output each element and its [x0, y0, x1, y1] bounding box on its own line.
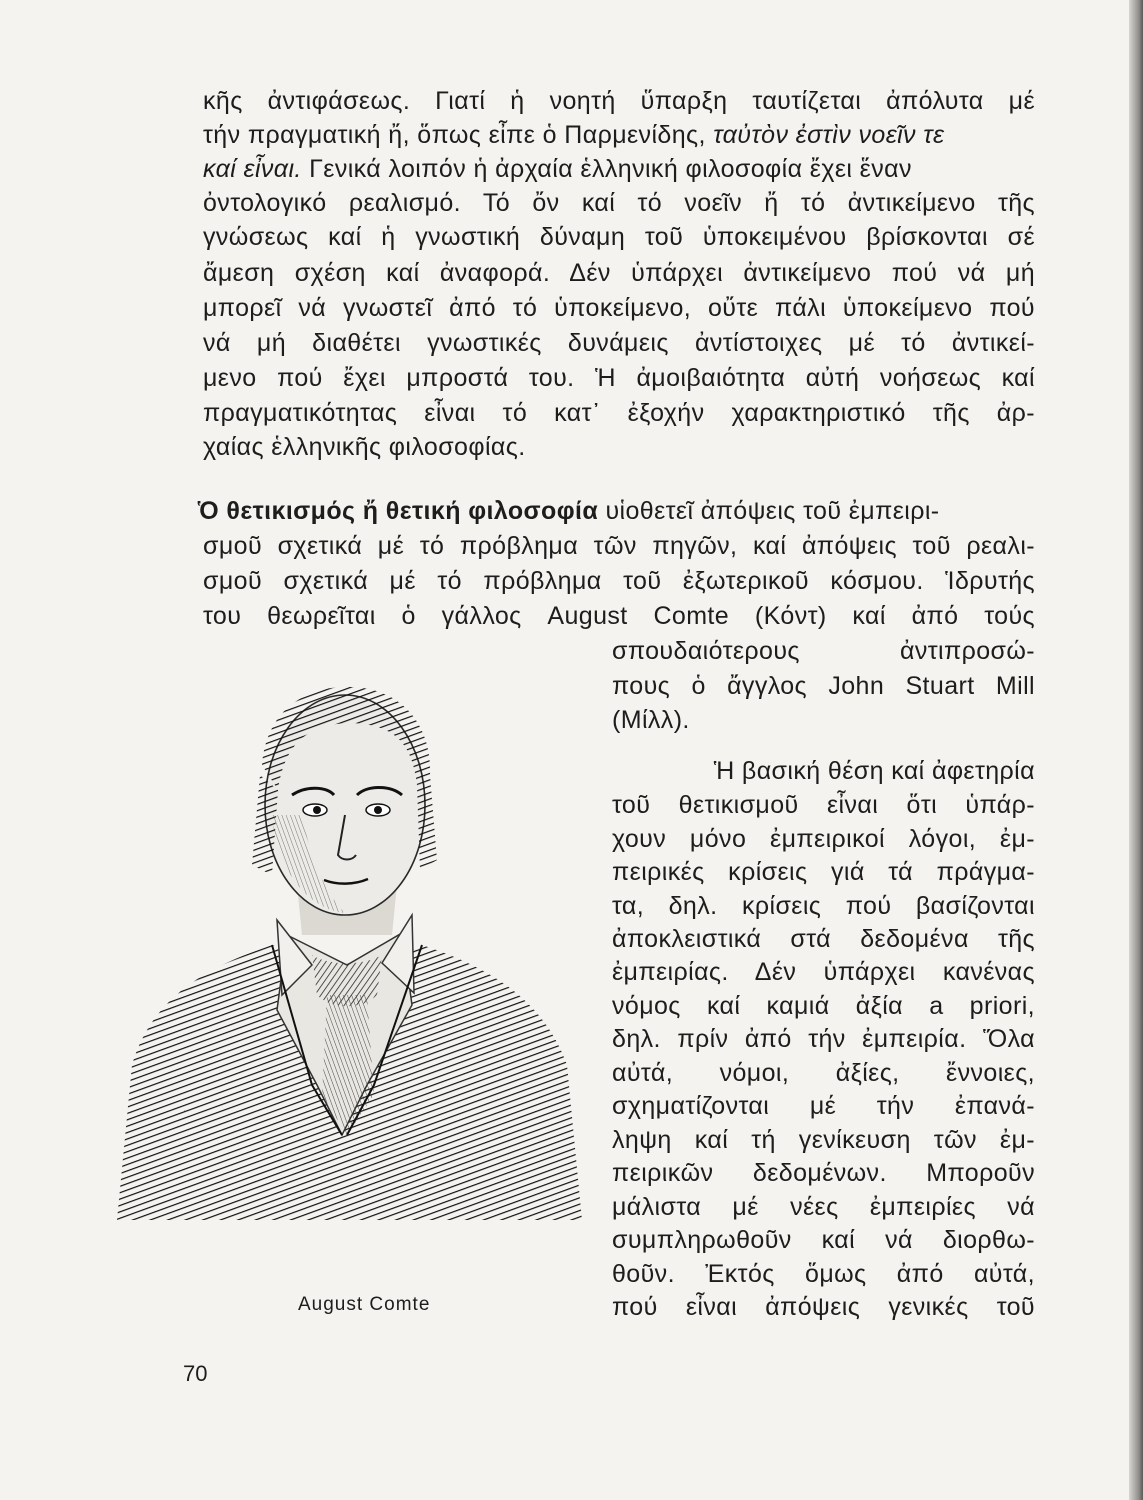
text-line: ὀντολογικό ρεαλισμό. Τό ὄν καί τό νοεῖν ἤ τό ἀντικείμενο τῆς	[203, 189, 1035, 217]
text-line: πραγματικότητας εἶναι τό κατ᾽ ἐξοχήν χαρακτηριστικό τῆς ἀρ-	[203, 399, 1035, 427]
text-line: του θεωρεῖται ὁ γάλλος August Comte (Κόντ) καί ἀπό τούς	[203, 602, 1035, 630]
text-line: πειρικές κρίσεις γιά τά πράγμα-	[612, 858, 1035, 886]
text-line: ἀποκλειστικά στά δεδομένα τῆς	[612, 925, 1035, 953]
text-line: Ἡ βασική θέση καί ἀφετηρία	[713, 757, 1035, 785]
text-line: (Μίλλ).	[612, 706, 690, 734]
text-line: πειρικῶν δεδομένων. Μποροῦν	[612, 1159, 1035, 1187]
italic-quote: ταὐτὸν ἐστὶν νοεῖν τε	[713, 121, 945, 149]
text-line: ληψη καί τή γενίκευση τῶν ἐμ-	[612, 1126, 1035, 1154]
text-line: χαίας ἑλληνικῆς φιλοσοφίας.	[203, 433, 526, 461]
page-number: 70	[183, 1361, 208, 1386]
text-line: πους ὁ ἄγγλος John Stuart Mill	[612, 672, 1035, 700]
text-line: σπουδαιότερους ἀντιπροσώ-	[612, 637, 1035, 665]
text-line: δηλ. πρίν ἀπό τήν ἐμπειρία. Ὅλα	[612, 1025, 1035, 1053]
text-line: καί εἶναι. Γενικά λοιπόν ἡ ἀρχαία ἑλληνική φιλοσοφία ἔχει ἕναν	[203, 155, 912, 183]
text-line: σμοῦ σχετικά μέ τό πρόβλημα τῶν πηγῶν, καί ἀπόψεις τοῦ ρεαλι-	[203, 532, 1035, 560]
portrait-caption: August Comte	[298, 1294, 431, 1315]
text-line: χουν μόνο ἐμπειρικοί λόγοι, ἐμ-	[612, 825, 1035, 853]
text-line: Ὁ θετικισμός ἤ θετική φιλοσοφία υἱοθετεῖ ἀπόψεις τοῦ ἐμπειρι-	[198, 497, 940, 525]
text-line: σμοῦ σχετικά μέ τό πρόβλημα τοῦ ἐξωτερικοῦ κόσμου. Ἱδρυτής	[203, 567, 1035, 595]
text-line: νά μή διαθέτει γνωστικές δυνάμεις ἀντίστοιχες μέ τό ἀντικεί-	[203, 329, 1035, 357]
text-line: σχηματίζονται μέ τήν ἐπανά-	[612, 1092, 1035, 1120]
text-line: γνώσεως καί ἡ γνωστική δύναμη τοῦ ὑποκειμένου βρίσκονται σέ	[203, 223, 1035, 251]
text-line: νόμος καί καμιά ἀξία a priori,	[612, 992, 1035, 1020]
text-line: μενο πού ἔχει μπροστά του. Ἡ ἀμοιβαιότητα αὐτή νοήσεως καί	[203, 364, 1035, 392]
text-line: μάλιστα μέ νέες ἐμπειρίες νά	[612, 1193, 1035, 1221]
text-line: συμπληρωθοῦν καί νά διορθω-	[612, 1226, 1035, 1254]
text-line: πού εἶναι ἀπόψεις γενικές τοῦ	[612, 1293, 1035, 1321]
book-spine-shadow	[1129, 0, 1143, 1500]
august-comte-portrait	[112, 665, 582, 1220]
text-line: κῆς ἀντιφάσεως. Γιατί ἡ νοητή ὕπαρξη ταυτίζεται ἀπόλυτα μέ	[203, 87, 1035, 115]
text-line: ἐμπειρίας. Δέν ὑπάρχει κανένας	[612, 958, 1035, 986]
text-line: αὐτά, νόμοι, ἀξίες, ἔννοιες,	[612, 1059, 1035, 1087]
text-line: τήν πραγματική ἤ, ὅπως εἶπε ὁ Παρμενίδης, ταὐτὸν ἐστὶν νοεῖν τε	[203, 121, 945, 149]
text-line: τα, δηλ. κρίσεις πού βασίζονται	[612, 892, 1035, 920]
section-term: Ὁ θετικισμός ἤ θετική φιλοσοφία	[198, 497, 599, 525]
text-line: ἄμεση σχέση καί ἀναφορά. Δέν ὑπάρχει ἀντικείμενο πού νά μή	[203, 259, 1035, 287]
text-line: μπορεῖ νά γνωστεῖ ἀπό τό ὑποκείμενο, οὔτε πάλι ὑποκείμενο πού	[203, 294, 1035, 322]
text-line: τοῦ θετικισμοῦ εἶναι ὅτι ὑπάρ-	[612, 791, 1035, 819]
text-line: θοῦν. Ἐκτός ὅμως ἀπό αὐτά,	[612, 1260, 1035, 1288]
